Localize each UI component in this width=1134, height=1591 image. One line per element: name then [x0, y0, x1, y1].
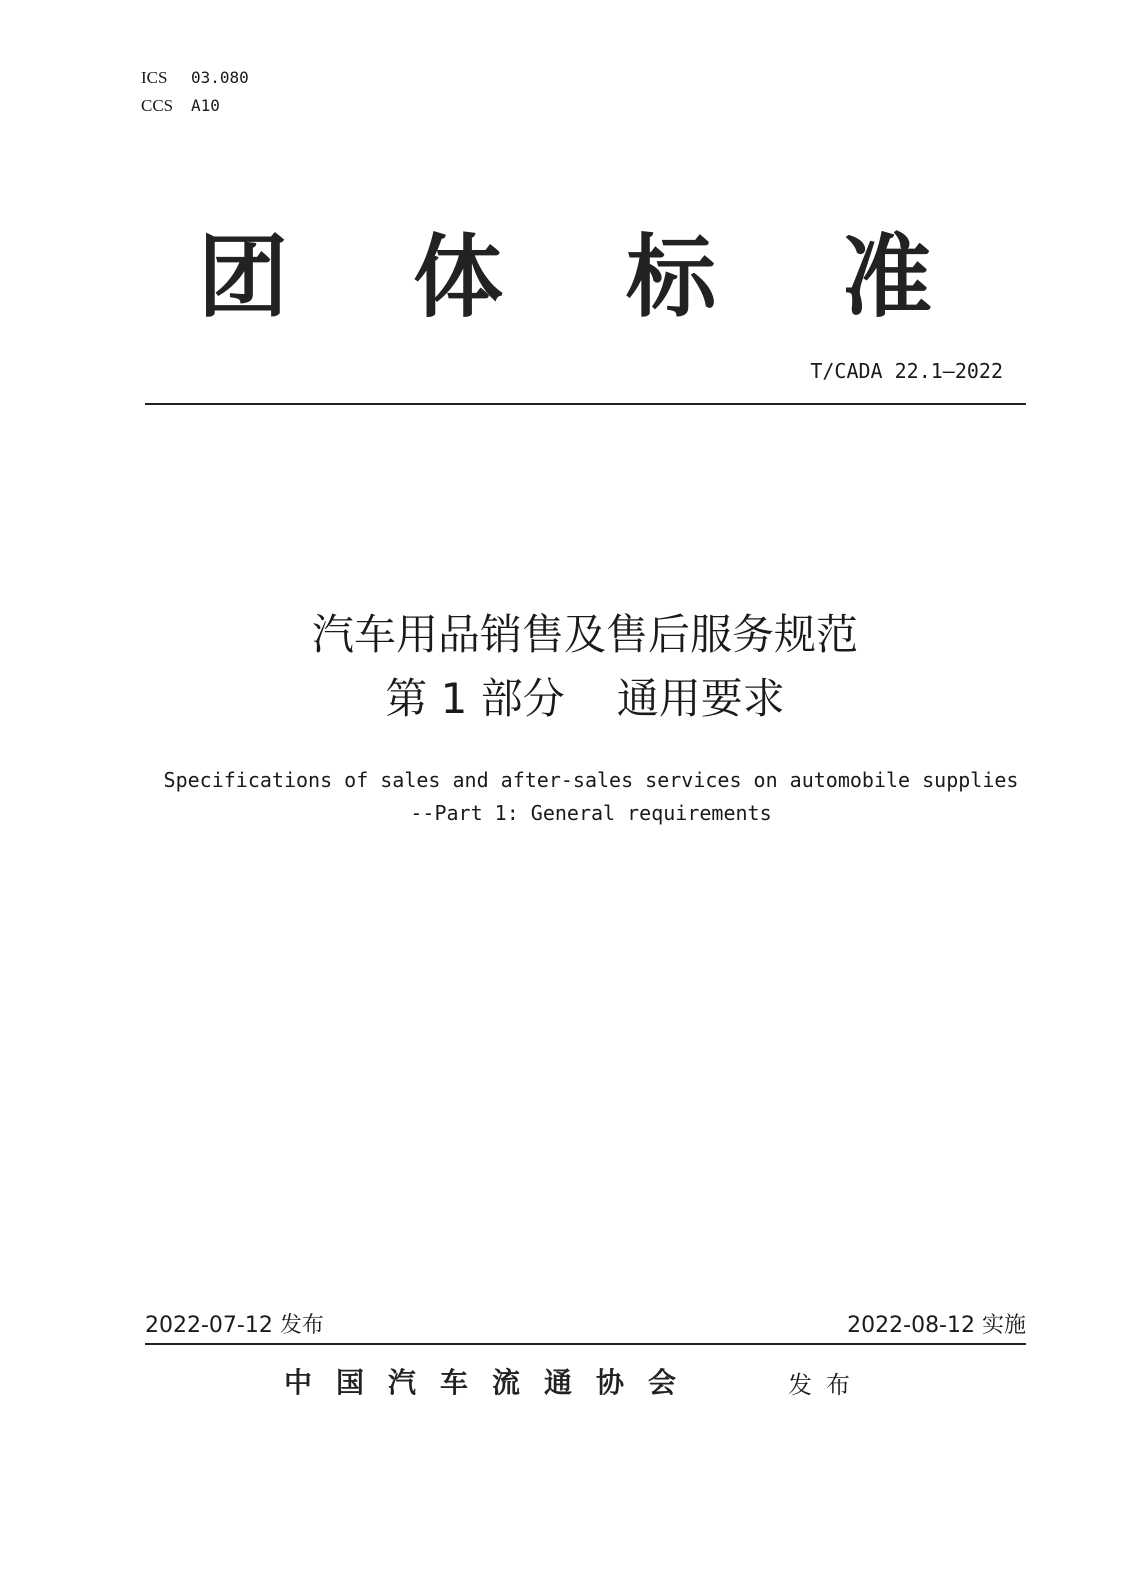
title-en-line2: --Part 1: General requirements: [410, 801, 772, 825]
ccs-code: [141, 96, 220, 116]
ccs-label: CCS: [141, 96, 174, 115]
ics-code: [141, 68, 249, 88]
publish-date: 2022-07-12 发布: [145, 1313, 324, 1338]
title-zh-line2: [0, 674, 1134, 724]
title-en-line1: Specifications of sales and after-sales services on automobile supplies: [163, 768, 1019, 792]
implement-date: 2022-08-12 实施: [847, 1313, 1026, 1338]
doc-type-char-2: 体: [413, 225, 503, 330]
title-zh-subject: 通用要求: [616, 674, 785, 723]
ics-label: ICS: [141, 68, 168, 87]
ccs-value: A10: [191, 96, 220, 115]
title-zh-line1: 汽车用品销售及售后服务规范: [311, 610, 858, 659]
publisher-name: 中国汽车流通协会: [284, 1366, 701, 1399]
ics-value: 03.080: [191, 68, 249, 87]
doc-type-char-4: 准: [842, 225, 932, 330]
doc-type-char-1: 团: [198, 225, 288, 330]
publisher-suffix: 发布: [788, 1371, 864, 1399]
header-divider: [145, 403, 1026, 405]
title-zh-part: 第 1 部分: [385, 674, 565, 723]
footer-divider: [145, 1343, 1026, 1345]
doc-type-char-3: 标: [626, 225, 716, 330]
standard-code: T/CADA 22.1—2022: [810, 359, 1003, 383]
